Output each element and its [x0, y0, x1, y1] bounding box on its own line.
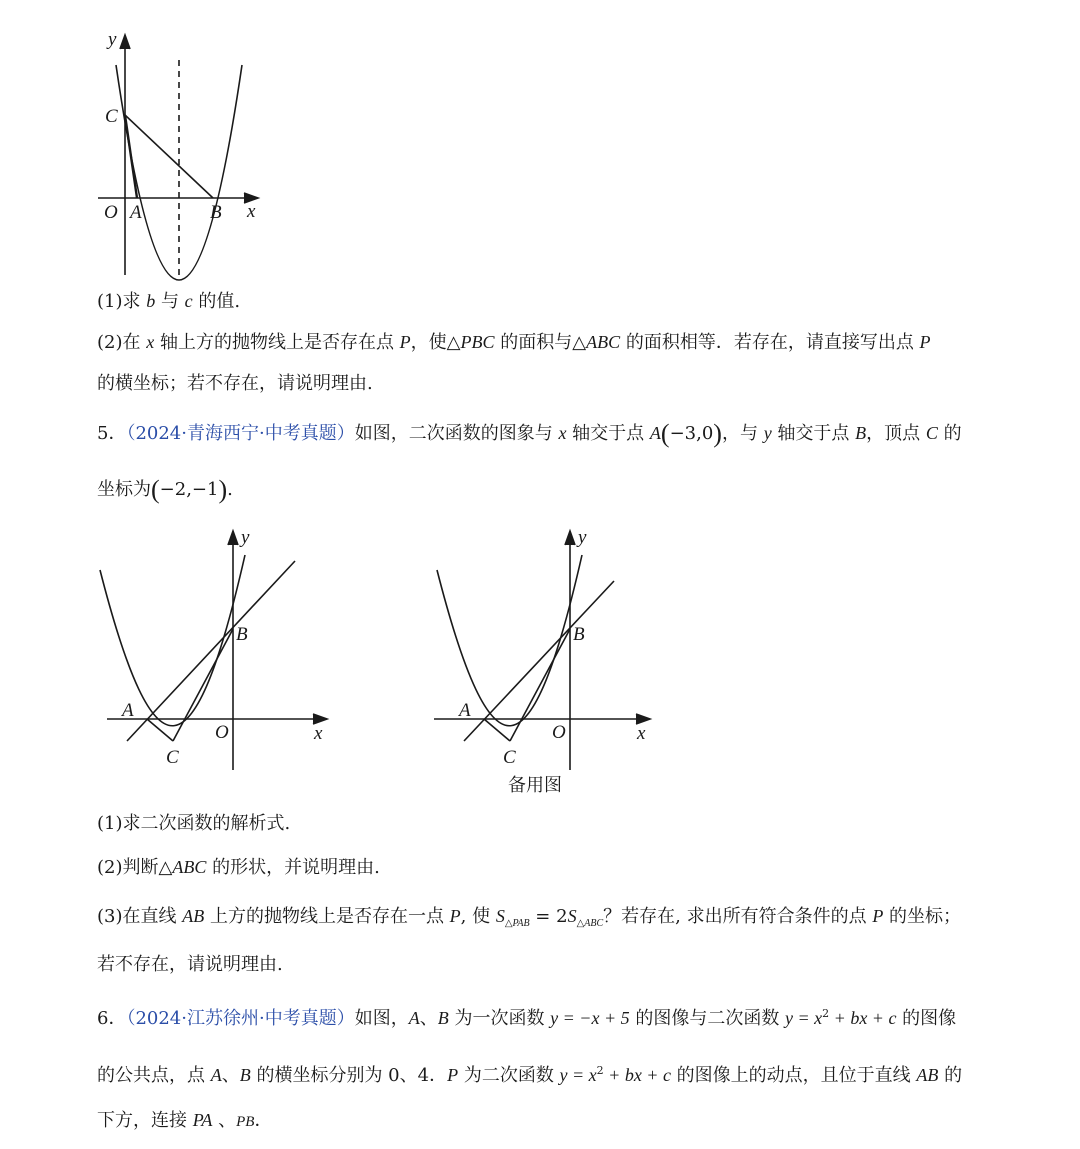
- segment-ac: [484, 719, 510, 741]
- q5-part3-cont: 若不存在，请说明理由.: [97, 954, 283, 975]
- label-x: x: [314, 723, 323, 744]
- figure-q5-backup: [432, 525, 677, 800]
- label-y: y: [578, 527, 587, 548]
- label-o: O: [552, 722, 566, 743]
- segment-ca: [125, 115, 137, 198]
- figure-caption: 备用图: [508, 775, 562, 796]
- q4-part2-cont: 的横坐标；若不存在，请说明理由.: [97, 373, 373, 394]
- label-b: B: [236, 624, 248, 645]
- label-x: x: [247, 201, 256, 222]
- line-ab: [464, 581, 614, 741]
- label-c: C: [105, 106, 118, 127]
- figure-parabola-abc: [90, 25, 280, 285]
- segment-ac: [147, 719, 173, 741]
- q5-stem-line2: 坐标为(−2,−1).: [97, 475, 233, 504]
- label-y: y: [108, 29, 117, 50]
- q5-source: （2024·青海西宁·中考真题）: [126, 423, 355, 444]
- q5-part1: (1)求二次函数的解析式.: [97, 813, 291, 834]
- q5-part2: (2)判断△ABC 的形状，并说明理由.: [97, 857, 380, 878]
- label-o: O: [215, 722, 229, 743]
- label-x: x: [637, 723, 646, 744]
- label-a: A: [130, 202, 142, 223]
- q6-stem-line3: 下方，连接 PA 、PB．: [97, 1110, 273, 1131]
- q6-source: （2024·江苏徐州·中考真题）: [126, 1008, 355, 1029]
- segment-cb: [125, 115, 213, 198]
- label-y: y: [241, 527, 250, 548]
- y-axis-arrow: [120, 35, 130, 49]
- y-axis-arrow: [565, 531, 575, 545]
- label-c: C: [503, 747, 516, 768]
- q6-stem-line1: 6．（2024·江苏徐州·中考真题）如图，A、B 为一次函数 y = −x + 5 的图像与二次函数 $y = x^2$ + bx + c 的图像: [97, 1007, 957, 1029]
- label-b: B: [210, 202, 222, 223]
- q5-part3: (3)在直线 AB 上方的抛物线上是否存在一点 P, 使 $S_{\triangle PAB} = 2S_{\triangle ABC}$？若存在, 求出所有符合条件的点 P 的坐标；: [97, 906, 962, 929]
- q4-part2: (2)在 x 轴上方的抛物线上是否存在点 P，使△PBC 的面积与△ABC 的面积相等．若存在，请直接写出点 P: [97, 332, 931, 353]
- label-b: B: [573, 624, 585, 645]
- y-axis-arrow: [228, 531, 238, 545]
- label-a: A: [459, 700, 471, 721]
- figure-q5-main: [95, 525, 340, 775]
- label-c: C: [166, 747, 179, 768]
- q4-part1: (1)求 b 与 c 的值.: [97, 291, 241, 312]
- q6-stem-line2: 的公共点，点 A、B 的横坐标分别为 0、4．P 为二次函数 $y = x^2$ + bx + c 的图像上的动点，且位于直线 AB 的: [97, 1064, 963, 1086]
- label-a: A: [122, 700, 134, 721]
- q5-stem-line1: 5．（2024·青海西宁·中考真题）如图，二次函数的图象与 x 轴交于点 A(−3,0)，与 y 轴交于点 B，顶点 C 的: [97, 419, 962, 448]
- line-ab: [127, 561, 295, 741]
- label-o: O: [104, 202, 118, 223]
